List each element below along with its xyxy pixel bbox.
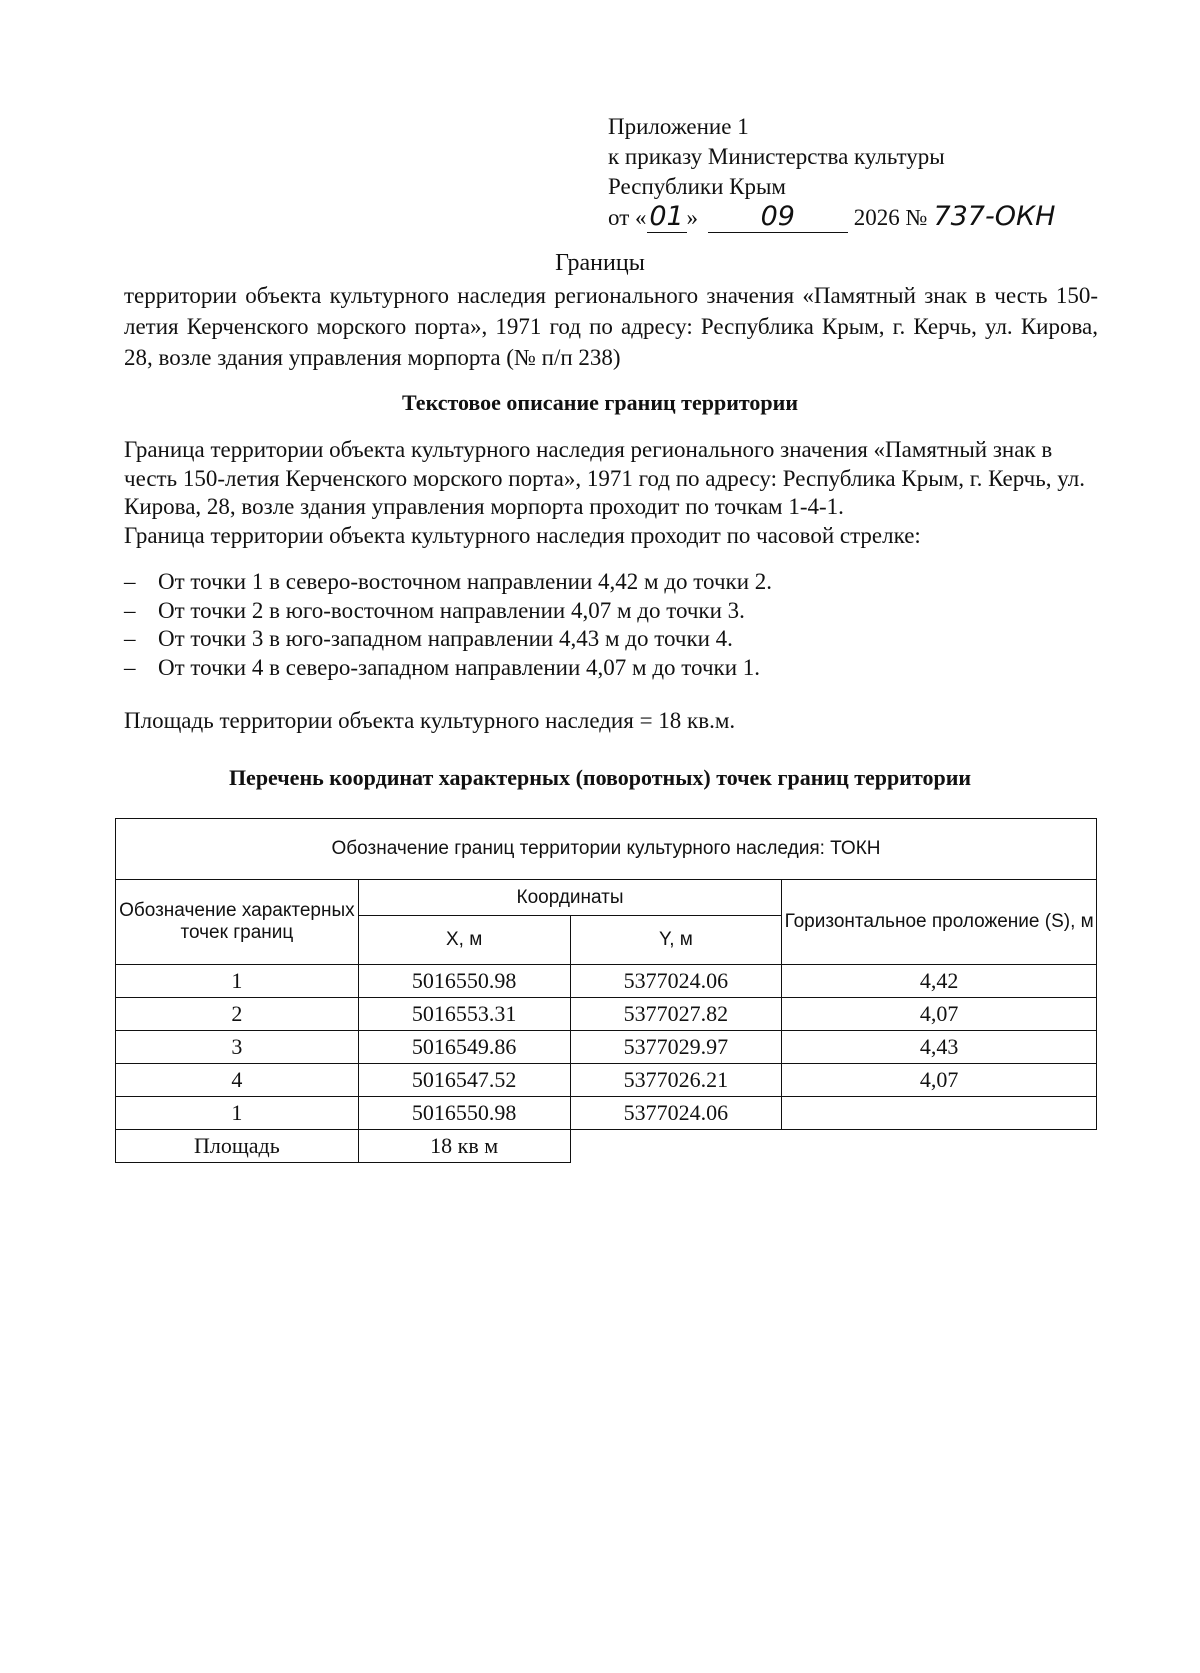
cell-x: 5016550.98 xyxy=(358,965,570,998)
cell-s: 4,07 xyxy=(782,1064,1097,1097)
table-row xyxy=(116,965,1097,998)
date-day-handwritten: 01 xyxy=(647,202,687,233)
date-prefix: от « xyxy=(608,205,647,230)
list-item-text: От точки 4 в северо-западном направлении 4,07 м до точки 1. xyxy=(158,654,761,680)
bullet-dash: – xyxy=(124,626,136,651)
approval-block xyxy=(608,112,1128,233)
list-item xyxy=(124,597,1104,626)
header-coordinates: Координаты xyxy=(358,880,782,916)
approval-date-line xyxy=(608,202,1128,233)
cell-y: 5377026.21 xyxy=(570,1064,782,1097)
cell-x: 5016547.52 xyxy=(358,1064,570,1097)
document-title: Границы xyxy=(555,250,645,276)
cell-point: 4 xyxy=(116,1064,359,1097)
table-header-row-1 xyxy=(116,880,1097,916)
cell-point: 1 xyxy=(116,965,359,998)
coordinates-table xyxy=(115,818,1097,1163)
area-statement: Площадь территории объекта культурного наследия = 18 кв.м. xyxy=(124,708,736,733)
cell-point: 1 xyxy=(116,1097,359,1130)
table-row xyxy=(116,1031,1097,1064)
text-description-heading: Текстовое описание границ территории xyxy=(401,390,799,415)
cell-point: 3 xyxy=(116,1031,359,1064)
bullet-dash: – xyxy=(124,597,136,623)
table-row xyxy=(116,998,1097,1031)
list-item-text: От точки 2 в юго-восточном направлении 4,07 м до точки 3. xyxy=(158,597,745,623)
table-caption: Обозначение границ территории культурного наследия: ТОКН xyxy=(116,819,1097,880)
list-item xyxy=(124,654,1104,683)
list-item-text: От точки 1 в северо-восточном направлении 4,42 м до точки 2. xyxy=(158,569,773,594)
cell-point: 2 xyxy=(116,998,359,1031)
boundary-segments-list xyxy=(124,568,1104,682)
document-subtitle: территории объекта культурного наследия регионального значения «Памятный знак в честь 150-летия Керченского морского порта», 1971 год по адресу: Республика Крым, г. Керчь, ул. Кирова, 28, возле здания управления морпорта (№ п/п 238) xyxy=(124,283,1098,370)
date-month-handwritten: 09 xyxy=(708,202,848,233)
cell-y: 5377027.82 xyxy=(570,998,782,1031)
cell-y: 5377024.06 xyxy=(570,1097,782,1130)
cell-s: 4,07 xyxy=(782,998,1097,1031)
date-year: 2026 № xyxy=(853,205,928,230)
date-close: » xyxy=(686,205,698,230)
header-y: Y, м xyxy=(570,916,782,965)
cell-y: 5377029.97 xyxy=(570,1031,782,1064)
cell-x: 5016549.86 xyxy=(358,1031,570,1064)
header-point: Обозначение характерных точек границ xyxy=(116,880,359,965)
table-area-row xyxy=(116,1130,1097,1163)
coordinates-heading: Перечень координат характерных (поворотных) точек границ территории xyxy=(228,765,972,790)
cell-s: 4,42 xyxy=(782,965,1097,998)
empty-cell xyxy=(570,1130,1096,1163)
approval-line-3: Республики Крым xyxy=(608,174,786,199)
area-value: 18 кв м xyxy=(358,1130,570,1163)
table-row xyxy=(116,1097,1097,1130)
area-label: Площадь xyxy=(116,1130,359,1163)
table-caption-row xyxy=(116,819,1097,880)
list-item xyxy=(124,625,1104,654)
approval-line-1: Приложение 1 xyxy=(608,114,749,139)
order-number-handwritten: 737-ОКН xyxy=(933,201,1056,232)
cell-s: 4,43 xyxy=(782,1031,1097,1064)
list-item-text: От точки 3 в юго-западном направлении 4,43 м до точки 4. xyxy=(158,626,733,651)
list-item xyxy=(124,568,1104,597)
description-paragraph-2: Граница территории объекта культурного наследия проходит по часовой стрелке: xyxy=(124,522,921,548)
cell-s xyxy=(782,1097,1097,1130)
header-x: X, м xyxy=(358,916,570,965)
description-text xyxy=(124,436,1104,550)
cell-y: 5377024.06 xyxy=(570,965,782,998)
bullet-dash: – xyxy=(124,569,136,594)
description-paragraph-1: Граница территории объекта культурного наследия регионального значения «Памятный знак в честь 150-летия Керченского морского порта», 1971 год по адресу: Республика Крым, г. Керчь, ул. Кирова, 28, возле здания управления морпорта проходит по точкам 1-4-1. xyxy=(124,437,1085,519)
cell-x: 5016553.31 xyxy=(358,998,570,1031)
cell-x: 5016550.98 xyxy=(358,1097,570,1130)
bullet-dash: – xyxy=(124,654,136,680)
approval-line-2: к приказу Министерства культуры xyxy=(608,144,945,169)
table-row xyxy=(116,1064,1097,1097)
header-horizontal-distance: Горизонтальное проложение (S), м xyxy=(782,880,1097,965)
